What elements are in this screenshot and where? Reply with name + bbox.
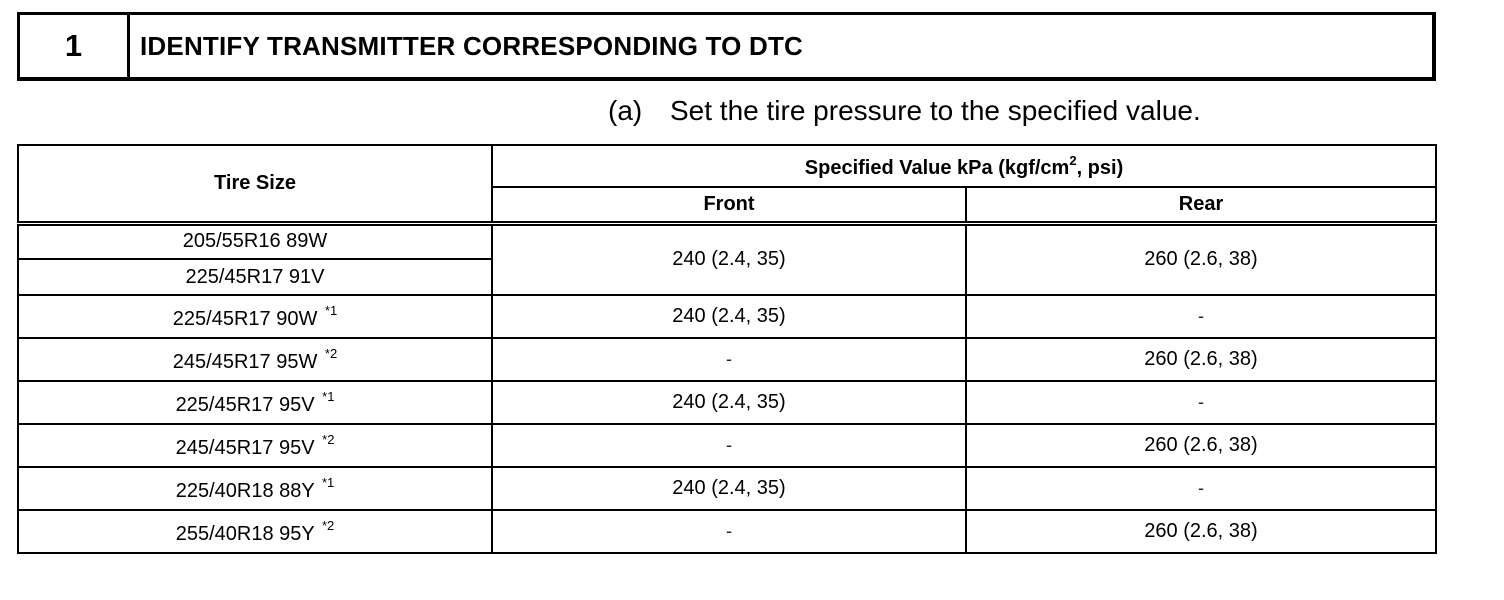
- tire-size-text: 245/45R17 95V: [175, 436, 315, 459]
- tire-size-cell: [18, 424, 492, 467]
- footnote-marker: *2: [321, 517, 335, 533]
- rear-value-cell: 260 (2.6, 38): [966, 338, 1436, 381]
- tire-size-text: 225/45R17 95V: [175, 393, 315, 416]
- rear-value-cell: 260 (2.6, 38): [966, 424, 1436, 467]
- rear-value-cell: 260 (2.6, 38): [966, 223, 1436, 295]
- table-header-row: [18, 145, 1436, 187]
- header-specified-value-exponent: 2: [1069, 152, 1077, 168]
- tire-size-cell: [18, 338, 492, 381]
- table-row: [18, 381, 1436, 424]
- tire-size-cell: [18, 467, 492, 510]
- header-tire-size: [18, 145, 492, 223]
- footnote-marker: *2: [324, 345, 338, 361]
- front-value-cell: 240 (2.4, 35): [492, 295, 966, 338]
- header-specified-value-suffix: , psi): [1076, 156, 1124, 179]
- rear-value-cell: -: [966, 381, 1436, 424]
- tire-pressure-table: [17, 144, 1437, 554]
- tire-size-text: 255/40R18 95Y: [175, 522, 315, 545]
- header-tire-size-label: Tire Size: [214, 171, 296, 194]
- tire-size-cell: [18, 295, 492, 338]
- front-value-cell: 240 (2.4, 35): [492, 467, 966, 510]
- instruction-line: [608, 95, 1201, 127]
- table-row: [18, 223, 1436, 259]
- tire-size-cell: [18, 381, 492, 424]
- front-value-cell: -: [492, 424, 966, 467]
- footnote-marker: *1: [324, 302, 338, 318]
- step-title: IDENTIFY TRANSMITTER CORRESPONDING TO DTC: [140, 30, 804, 61]
- header-rear: Rear: [966, 187, 1436, 223]
- header-specified-value: [492, 145, 1436, 187]
- instruction-text: Set the tire pressure to the specified value.: [670, 95, 1201, 126]
- footnote-marker: *1: [322, 388, 335, 404]
- tire-size-text: 245/45R17 95W: [172, 350, 318, 373]
- tire-size-cell: 225/45R17 91V: [18, 259, 492, 295]
- table-row: [18, 467, 1436, 510]
- rear-value-cell: -: [966, 467, 1436, 510]
- tire-size-text: 225/40R18 88Y: [175, 479, 315, 502]
- front-value-cell: 240 (2.4, 35): [492, 381, 966, 424]
- rear-value-cell: -: [966, 295, 1436, 338]
- header-front: Front: [492, 187, 966, 223]
- rear-value-cell: 260 (2.6, 38): [966, 510, 1436, 553]
- front-value-cell: -: [492, 338, 966, 381]
- header-specified-value-prefix: Specified Value kPa (kgf/cm: [804, 156, 1070, 179]
- table-row: [18, 295, 1436, 338]
- footnote-marker: *2: [322, 431, 335, 447]
- instruction-label: (a): [608, 95, 643, 126]
- front-value-cell: 240 (2.4, 35): [492, 223, 966, 295]
- table-row: [18, 510, 1436, 553]
- table-row: [18, 424, 1436, 467]
- table-row: [18, 338, 1436, 381]
- step-header: [17, 12, 1436, 81]
- tire-size-text: 225/45R17 90W: [172, 307, 318, 330]
- footnote-marker: *1: [321, 474, 335, 490]
- front-value-cell: -: [492, 510, 966, 553]
- tire-size-cell: 205/55R16 89W: [18, 223, 492, 259]
- step-number: 1: [20, 15, 130, 77]
- tire-size-cell: [18, 510, 492, 553]
